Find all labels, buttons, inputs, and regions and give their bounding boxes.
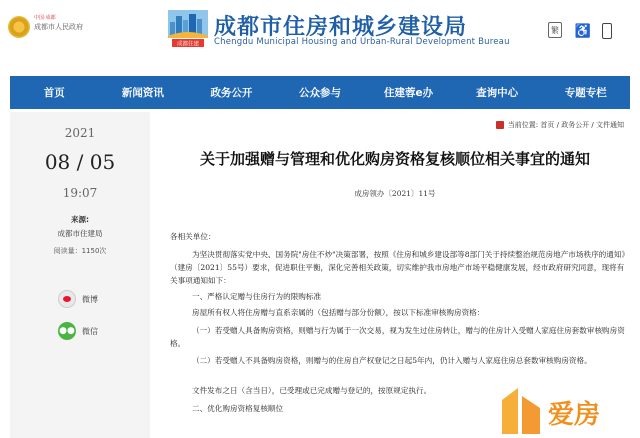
publish-year: 2021 — [64, 126, 96, 140]
nav-query-center[interactable]: 查询中心 — [476, 87, 519, 99]
document-number: 成房领办〔2021〕11号 — [354, 189, 436, 198]
paragraph-salutation: 各相关单位： — [170, 232, 216, 241]
nav-e-service[interactable]: 住建蓉e办 — [384, 87, 434, 99]
publish-date: 08 / 05 — [44, 150, 116, 174]
mobile-icon[interactable] — [600, 22, 614, 40]
paragraph: （一）若受赠人具备购房资格，则赠与行为属于一次交易，视为发生过住房转让，赠与的住房计入受赠人家庭住房套数审核购房资格。 — [170, 326, 625, 348]
share-wechat-label: 微信 — [82, 326, 98, 336]
paragraph-section-1: 一、严格认定赠与住房行为的限购标准 — [192, 292, 322, 301]
gov-emblem-icon[interactable] — [8, 16, 30, 38]
weibo-icon — [58, 290, 76, 308]
share-weibo-button[interactable] — [58, 290, 98, 308]
source-label: 来源: — [71, 215, 89, 224]
read-count: 阅读量：1150次 — [53, 247, 107, 255]
site-subtitle: Chengdu Municipal Housing and Urban-Rural Development Bureau — [214, 37, 510, 47]
gov-small-text: 中国·成都 — [34, 15, 56, 21]
share-weibo-label: 微博 — [82, 294, 98, 304]
site-header — [0, 0, 640, 68]
source-value: 成都市住建局 — [57, 229, 103, 238]
gov-name: 成都市人民政府 — [34, 23, 83, 31]
wheelchair-icon[interactable]: ♿ — [574, 23, 592, 39]
paragraph: （二）若受赠人不具备购房资格，则赠与的住房自产权登记之日起5年内，仍计入赠与人家庭住房总套数审核购房资格。 — [192, 356, 592, 365]
breadcrumb-text[interactable]: 当前位置: 首页 / 政务公开 / 文件通知 — [507, 121, 624, 129]
wechat-icon: ●● — [58, 322, 76, 340]
article-meta-sidebar — [10, 112, 150, 438]
gov-portal-link[interactable] — [34, 14, 83, 32]
emblem-caption: 成都住建 — [176, 41, 200, 48]
nav-gov-affairs[interactable]: 政务公开 — [210, 87, 253, 99]
location-icon — [496, 121, 504, 129]
main-nav — [10, 76, 630, 109]
paragraph-section-2: 二、优化购房资格复核顺位 — [192, 404, 284, 413]
nav-home[interactable]: 首页 — [43, 87, 65, 99]
article-title: 关于加强赠与管理和优化购房资格复核顺位相关事宜的通知 — [199, 150, 590, 168]
nav-topics[interactable]: 专题专栏 — [564, 87, 607, 99]
bureau-logo-icon[interactable] — [166, 8, 210, 48]
nav-news[interactable]: 新闻资讯 — [121, 87, 164, 99]
watermark-text: 爱房 — [548, 400, 601, 430]
traditional-chinese-button[interactable]: 繁 — [548, 22, 562, 38]
breadcrumb — [496, 120, 624, 130]
paragraph: 房屋所有权人将住房赠与直系亲属的（包括赠与部分份额），按以下标准审核购房资格： — [192, 308, 485, 317]
nav-public-participation[interactable]: 公众参与 — [299, 87, 342, 99]
paragraph-intro: 为坚决贯彻落实党中央、国务院"房住不炒"决策部署，按照《住房和城乡建设部等8部门关于持续整治规范房地产市场秩序的通知》（建房〔2021〕55号）要求，促进职住平衡，深化完善相关政策，切实维护我市房地产市场平稳健康发展，经市政府研究同意，现将有关事项通知如下： — [170, 250, 626, 285]
paragraph: 文件发布之日（含当日），已受理或已完成赠与登记的，按原规定执行。 — [192, 386, 432, 395]
publish-time: 19:07 — [62, 186, 98, 200]
site-title: 成都市住房和城乡建设局 — [214, 15, 468, 40]
share-wechat-button[interactable] — [58, 322, 98, 340]
